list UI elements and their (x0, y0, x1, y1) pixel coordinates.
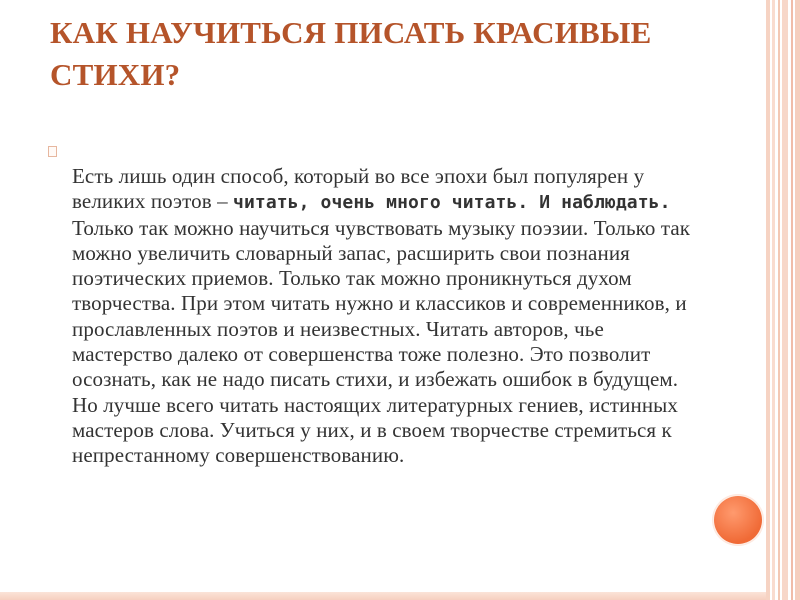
border-stripe (772, 0, 775, 600)
slide-title-line1: КАК НАУЧИТЬСЯ ПИСАТЬ КРАСИВЫЕ (50, 15, 652, 50)
body-text-part1: Есть лишь один способ, который во все эпохи был популярен у великих поэтов – (72, 164, 645, 214)
body-text-part2: Только так можно научиться чувствовать музыку поэзии. Только так можно увеличить словарный запас, расширить свои познания поэтических приемов. Только так можно проникнуться духом творчества. При этом читать нужно и классиков и современников, и прославленных поэтов и неизвестных. Читать авторов, чье мастерство далеко от совершенства тоже полезно. Это позволит осознать, как не надо писать стихи, и избежать ошибок в будущем. Но лучше всего читать настоящих литературных гениев, истинных мастеров слова. Учиться у них, и в своем творчестве стремиться к непрестанному совершенствованию. (72, 215, 691, 468)
slide-title-line2: СТИХИ? (50, 57, 181, 92)
border-stripe (778, 0, 780, 600)
decorative-border-bottom (0, 592, 766, 600)
decorative-circle (714, 496, 762, 544)
border-stripe (782, 0, 788, 600)
bullet-icon (48, 146, 57, 157)
border-stripe (766, 0, 770, 600)
decorative-border-right (766, 0, 800, 600)
slide-body-text (72, 164, 692, 469)
border-stripe (791, 0, 793, 600)
body-text-emphasis: читать, очень много читать. И наблюдать. (233, 192, 671, 214)
slide-title (50, 12, 700, 96)
border-stripe (795, 0, 800, 600)
